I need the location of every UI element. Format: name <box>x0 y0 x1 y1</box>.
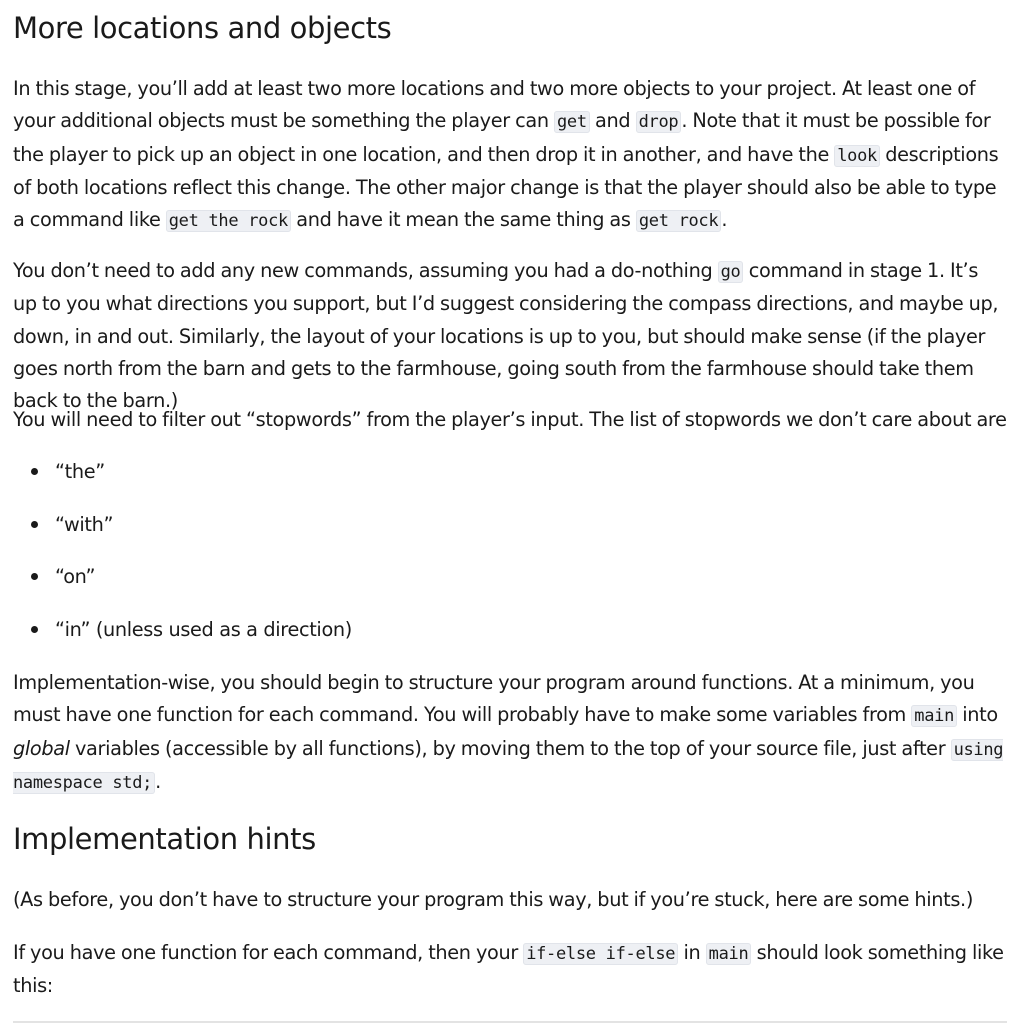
code-using-namespace: using namespace std; <box>13 739 1004 793</box>
text: You don’t need to add any new commands, assuming you had a do-nothing <box>13 259 718 282</box>
text: . <box>721 208 728 232</box>
text: descriptions of both locations reflect this change. The other major change is that the player should also be able to type a command like <box>13 142 999 232</box>
paragraph-if-else <box>13 937 1007 1003</box>
code-if-else: if-else if-else <box>523 943 678 965</box>
text: and <box>589 109 636 133</box>
code-drop: drop <box>636 111 682 133</box>
emphasis-global: global <box>13 736 70 760</box>
code-get-rock: get rock <box>636 210 721 232</box>
bullet-icon <box>31 626 38 633</box>
stopword: “with” <box>55 512 114 536</box>
stopword: “in” (unless used as a direction) <box>55 617 352 641</box>
text: should look something like this: <box>13 941 1004 998</box>
code-get: get <box>554 111 590 133</box>
bullet-icon <box>31 573 38 580</box>
code-block-top-border <box>13 1021 1007 1023</box>
text: into <box>957 703 998 727</box>
text: command in stage 1. It’s up to you what directions you support, but I’d suggest considering the compass directions, and maybe up, down, in and out. Similarly, the layout of your locations is up to you, but should make sense (if the player goes north from the barn and gets to the farmhouse, going south from the farmhouse should take them back to the barn.) <box>13 259 999 413</box>
list-item <box>13 509 352 562</box>
bullet-icon <box>31 468 38 475</box>
text: in <box>678 941 706 964</box>
text: . Note that it must be possible for the player to pick up an object in one location, and then drop it in another, and have the <box>13 109 991 166</box>
heading-more-locations: More locations and objects <box>13 11 392 45</box>
code-get-the-rock: get the rock <box>166 210 291 232</box>
text: In this stage, you’ll add at least two more locations and two more objects to your project. At least one of your additional objects must be something the player can <box>13 77 976 133</box>
paragraph-implementation <box>13 667 1007 799</box>
text: . <box>155 769 161 793</box>
code-main: main <box>911 705 957 727</box>
code-main: main <box>706 943 752 965</box>
bullet-icon <box>31 521 38 528</box>
text: Implementation-wise, you should begin to structure your program around functions. At a minimum, you must have one function for each command. You will probably have to make some variables from <box>13 671 975 727</box>
list-item <box>13 561 352 614</box>
code-look: look <box>834 145 880 167</box>
heading-implementation-hints: Implementation hints <box>13 822 316 856</box>
text: If you have one function for each command, then your <box>13 941 524 964</box>
stopword: “the” <box>55 460 105 483</box>
list-item <box>13 614 352 667</box>
code-go: go <box>718 261 744 283</box>
paragraph-hints-note: (As before, you don’t have to structure your program this way, but if you’re stuck, here are some hints.) <box>13 888 973 911</box>
paragraph-intro <box>13 73 1007 237</box>
paragraph-stopwords: You will need to filter out “stopwords” from the player’s input. The list of stopwords we don’t care about are <box>13 408 1007 431</box>
stopword: “on” <box>55 565 96 588</box>
paragraph-directions <box>13 255 1007 417</box>
list-item <box>13 456 352 509</box>
text: and have it mean the same thing as <box>290 208 636 232</box>
text: variables (accessible by all functions), by moving them to the top of your source file, just after <box>69 736 951 760</box>
stopwords-list <box>13 456 352 666</box>
